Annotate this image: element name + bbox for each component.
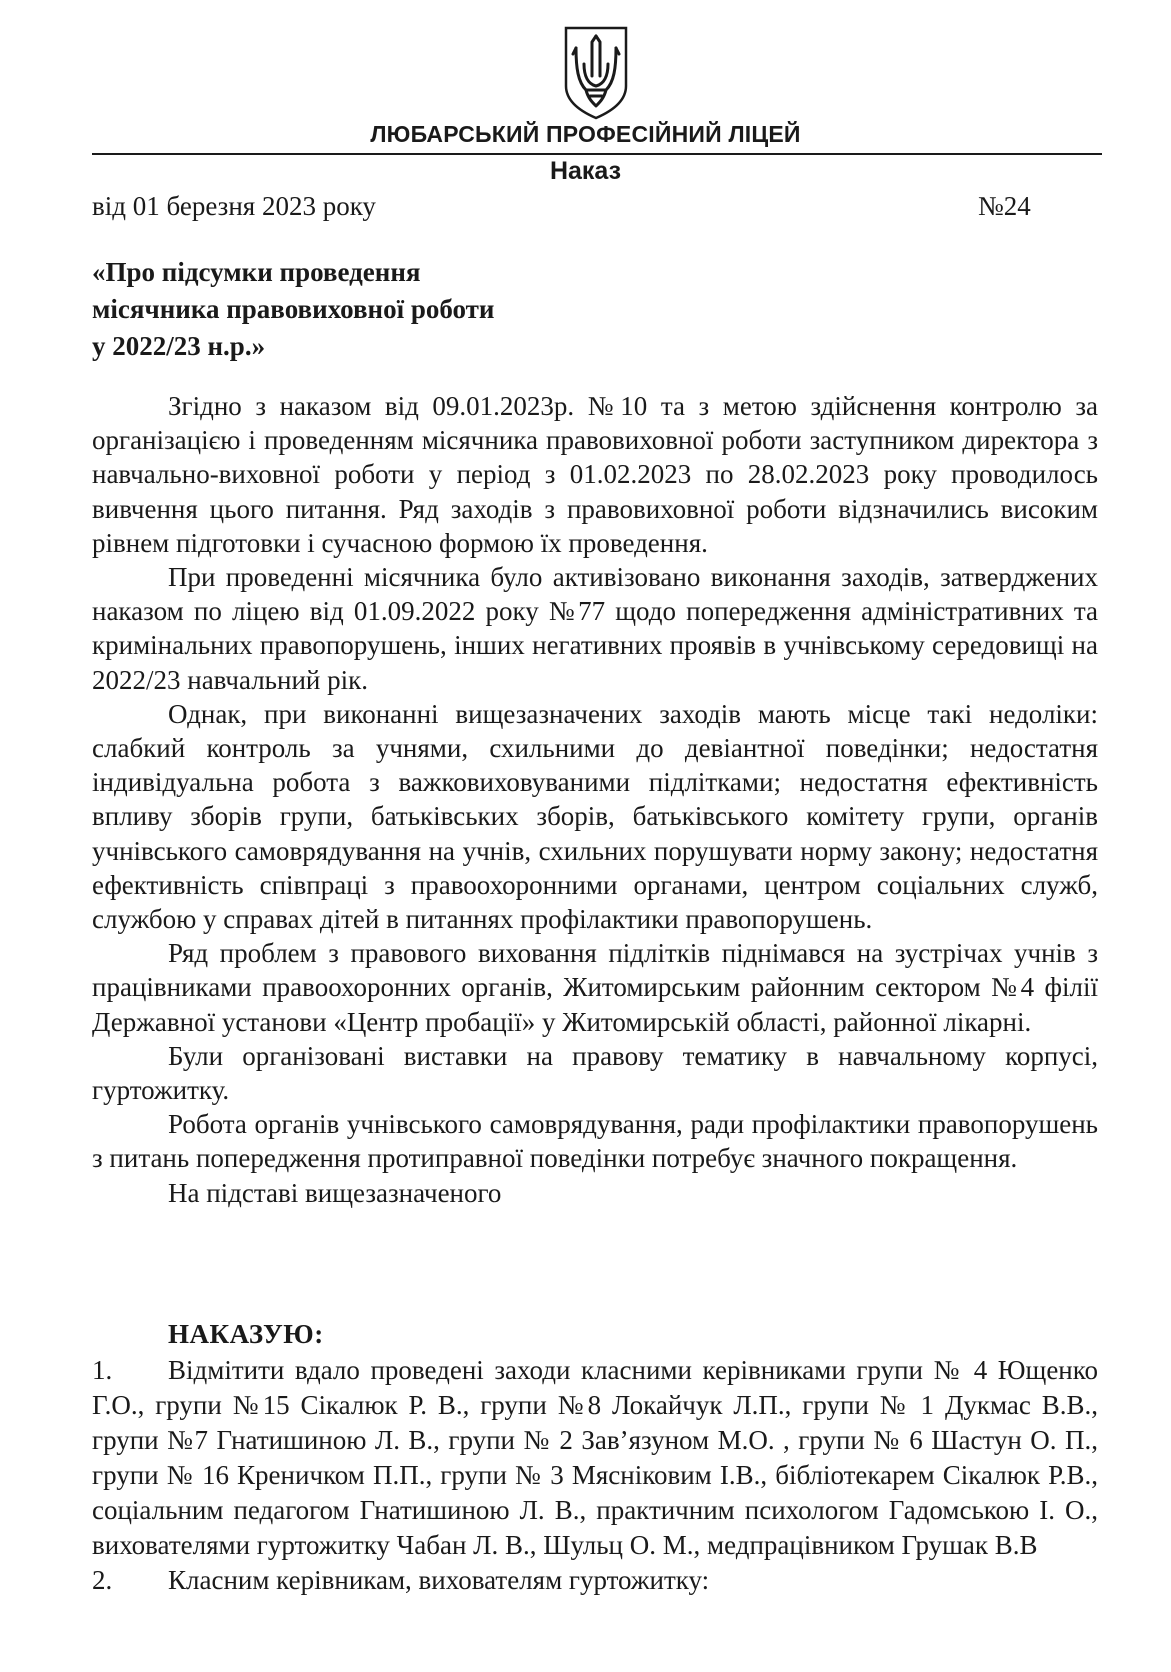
title-line: у 2022/23 н.р.» [92,331,266,361]
document-type: Наказ [549,157,622,185]
document-number: №24 [978,191,1031,221]
organization-name: ЛЮБАРСЬКИЙ ПРОФЕСІЙНИЙ ЛІЦЕЙ [370,121,801,147]
title-line: місячника правовиховної роботи [92,294,495,324]
body-paragraph: На підставі вищезазначеного [168,1177,502,1208]
document-body [92,389,1098,1210]
title-line: «Про підсумки проведення [92,257,421,287]
body-paragraph: Однак, при виконанні вищезазначених заходів мають місце такі недоліки: слабкий контроль за учнями, схильними до девіантної поведінки; недостатня індивідуальна робота з важковиховуваними підлітками; недостатня ефективність впливу зборів групи, батьківських зборів, батьківського комітету групи, органів учнівського самоврядування на учнів, схильних порушувати норму закону; недостатня ефективність співпраці з правоохоронними органами, центром соціальних служб, службою у справах дітей в питаннях профілактики правопорушень. [92,698,1098,935]
document-date: від 01 березня 2023 року [92,191,376,221]
body-paragraph: Згідно з наказом від 09.01.2023р. №10 та з метою здійснення контролю за організацією і проведенням місячника правовиховної роботи заступником директора з навчально-виховної роботи у період з 01.02.2023 по 28.02.2023 року проводилось вивчення цього питання. Ряд заходів з правовиховної роботи відзначились високим рівнем підготовки і сучасною формою їх проведення. [92,391,1098,558]
body-paragraph: При проведенні місячника було активізовано виконання заходів, затверджених наказом по ліцею від 01.09.2022 року №77 щодо попередження адміністративних та кримінальних правопорушень, інших негативних проявів в учнівському середовищі на 2022/23 навчальний рік. [92,562,1098,695]
decree-item-number: 1. [92,1355,113,1385]
decree-item-text: Відмітити вдало проведені заходи класними керівниками групи № 4 Ющенко Г.О., групи №15 Сікалюк Р. В., групи №8 Локайчук Л.П., групи № 1 Дукмас В.В., групи №7 Гнатишиною Л. В., групи № 2 Зав’язуном М.О. , групи № 6 Шастун О. П., групи № 16 Креничком П.П., групи № 3 Мясніковим І.В., бібліотекарем Сікалюк Р.В., соціальним педагогом Гнатишиною Л. В., практичним психологом Гадомською І. О., вихователями гуртожитку Чабан Л. В., Шульц О. М., медпрацівником Грушак В.В [92,1355,1098,1560]
coat-of-arms-icon [560,24,632,120]
decree-item [92,1353,1098,1563]
body-paragraph: Робота органів учнівського самоврядування, ради профілактики правопорушень з питань попередження протиправної поведінки потребує значного покращення. [92,1109,1098,1174]
document-title [92,254,792,365]
decree-heading: НАКАЗУЮ: [168,1319,324,1349]
body-paragraph: Були організовані виставки на правову тематику в навчальному корпусі, гуртожитку. [92,1040,1098,1106]
decree-item [92,1563,1098,1598]
header-divider [92,153,1102,155]
decree-item-number: 2. [92,1565,113,1595]
body-paragraph: Ряд проблем з правового виховання підлітків піднімався на зустрічах учнів з працівниками правоохоронних органів, Житомирським районним сектором №4 філії Державної установи «Центр пробації» у Житомирській області, районної лікарні. [92,938,1098,1037]
decree-items [92,1353,1098,1598]
decree-item-text: Класним керівникам, вихователям гуртожитку: [168,1565,710,1595]
